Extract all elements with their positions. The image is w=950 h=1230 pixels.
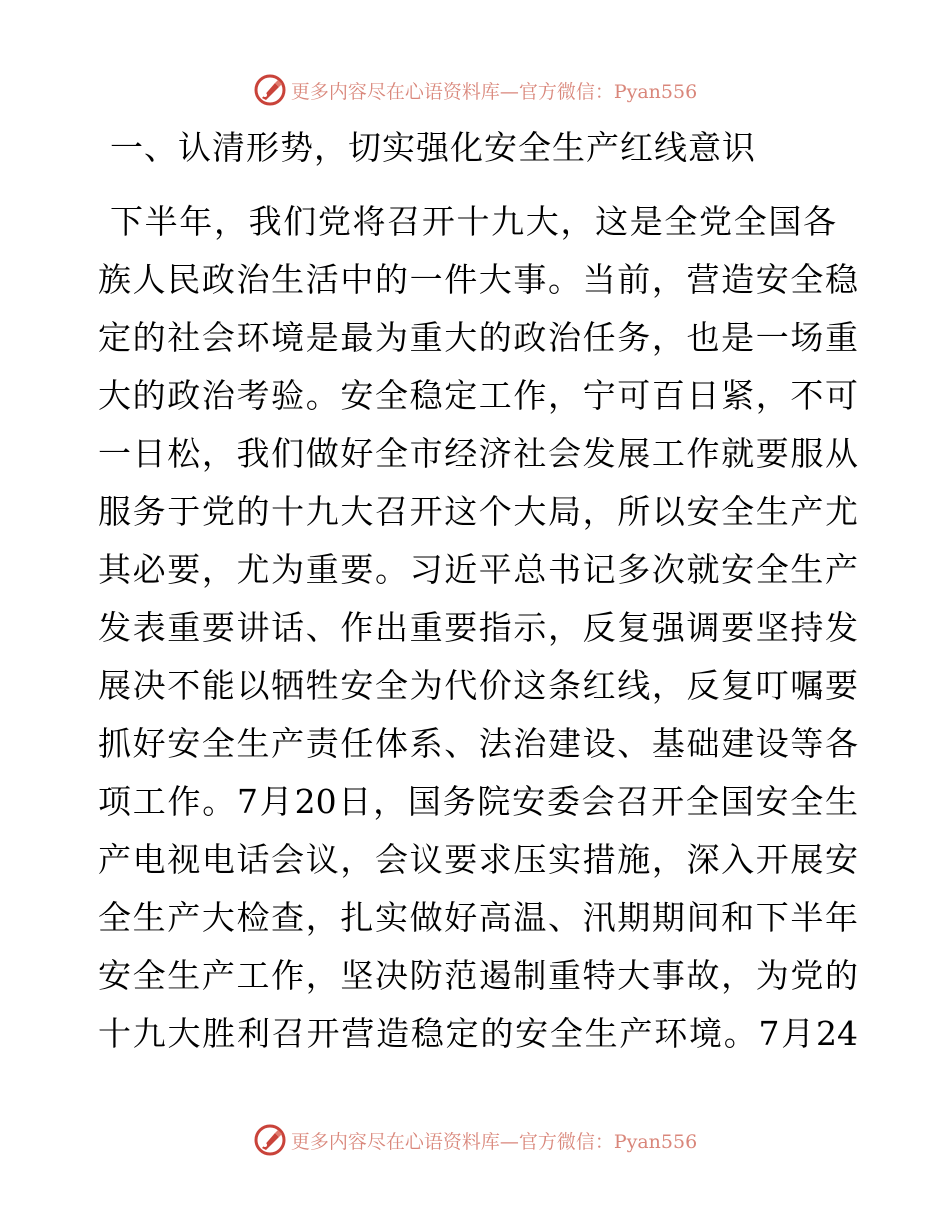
body-line: 产电视电话会议，会议要求压实措施，深入开展安 — [98, 840, 858, 879]
pen-logo-icon — [253, 73, 287, 107]
body-line: 服务于党的十九大召开这个大局，所以安全生产尤 — [98, 492, 858, 531]
body-line: 项工作。7月20日，国务院安委会召开全国安全生 — [98, 782, 858, 821]
body-line: 展决不能以牺牲安全为代价这条红线，反复叮嘱要 — [98, 666, 858, 705]
body-line: 大的政治考验。安全稳定工作，宁可百日紧，不可 — [98, 376, 858, 415]
body-line: 十九大胜利召开营造稳定的安全生产环境。7月24 — [98, 1014, 858, 1053]
watermark-footer — [0, 1120, 950, 1160]
pen-logo-icon — [253, 1123, 287, 1157]
body-line: 其必要，尤为重要。习近平总书记多次就安全生产 — [98, 550, 858, 589]
body-line: 抓好安全生产责任体系、法治建设、基础建设等各 — [98, 724, 858, 763]
body-line: 发表重要讲话、作出重要指示，反复强调要坚持发 — [98, 608, 858, 647]
body-paragraph — [98, 198, 858, 1068]
watermark-header — [0, 70, 950, 110]
body-line: 一日松，我们做好全市经济社会发展工作就要服从 — [98, 434, 858, 473]
body-line: 族人民政治生活中的一件大事。当前，营造安全稳 — [98, 260, 858, 299]
body-line: 定的社会环境是最为重大的政治任务，也是一场重 — [98, 318, 858, 357]
section-heading: 一、认清形势，切实强化安全生产红线意识 — [110, 128, 756, 167]
body-line: 下半年，我们党将召开十九大，这是全党全国各 — [110, 202, 836, 241]
watermark-text: 更多内容尽在心语资料库—官方微信：Pyan556 — [290, 1130, 698, 1153]
watermark-text: 更多内容尽在心语资料库—官方微信：Pyan556 — [290, 80, 698, 103]
body-line: 安全生产工作，坚决防范遏制重特大事故，为党的 — [98, 956, 858, 995]
body-line: 全生产大检查，扎实做好高温、汛期期间和下半年 — [98, 898, 858, 937]
